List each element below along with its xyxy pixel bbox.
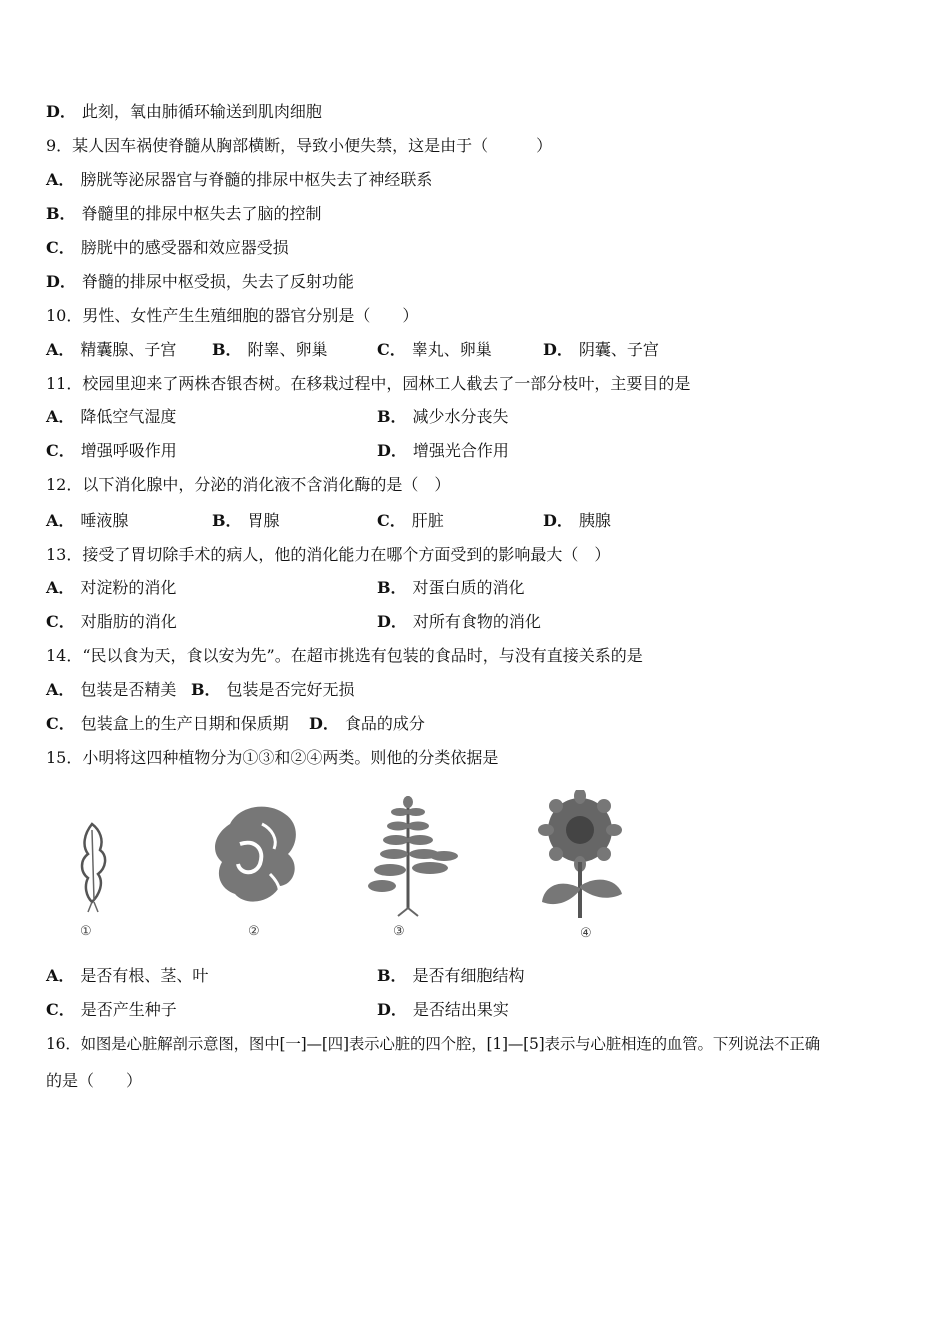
option-text: 胰腺 [578, 511, 611, 530]
q9-option-a [46, 169, 432, 191]
option-text: 是否有根、茎、叶 [80, 966, 209, 985]
q8-option-d [46, 101, 322, 123]
option-text: 增强光合作用 [412, 441, 509, 460]
q9-option-c [46, 237, 289, 259]
q15-option-b [377, 965, 525, 987]
q15-option-c [46, 999, 177, 1021]
option-key: B． [377, 407, 407, 426]
option-text: 对蛋白质的消化 [412, 578, 525, 597]
algae-plant-icon [200, 794, 310, 919]
q10-option-a [46, 339, 176, 361]
q10-option-b [212, 339, 328, 361]
q9-option-b [46, 203, 322, 225]
option-text: 阴囊、子宫 [578, 340, 659, 359]
option-text: 膀胱中的感受器和效应器受损 [80, 238, 289, 257]
q10-stem: 10．男性、女性产生生殖细胞的器官分别是（ ） [46, 306, 419, 325]
q10-option-d [543, 339, 659, 361]
option-key: C． [377, 511, 406, 530]
q13-option-c [46, 611, 177, 633]
option-key: A． [46, 170, 75, 189]
option-key: B． [377, 966, 407, 985]
q11-option-c [46, 440, 177, 462]
q11-option-d [377, 440, 509, 462]
q14-option-a [46, 679, 176, 701]
q13-option-b [377, 577, 525, 599]
option-key: A． [46, 511, 75, 530]
option-key: D． [46, 102, 76, 121]
q15-stem: 15．小明将这四种植物分为①③和②④两类。则他的分类依据是 [46, 748, 499, 767]
option-text: 睾丸、卵巢 [411, 340, 492, 359]
sunflower-plant-icon [530, 790, 640, 925]
option-text: 此刻，氧由肺循环输送到肌肉细胞 [81, 102, 322, 121]
option-text: 肝脏 [411, 511, 444, 530]
option-text: 是否产生种子 [80, 1000, 177, 1019]
option-key: D． [309, 714, 339, 733]
q11-option-b [377, 406, 509, 428]
fern-plant-icon [360, 788, 470, 920]
option-text: 减少水分丧失 [412, 407, 509, 426]
q10-option-c [377, 339, 492, 361]
option-key: D． [377, 1000, 407, 1019]
q12-option-c [377, 510, 444, 532]
option-text: 脊髓的排尿中枢受损，失去了反射功能 [81, 272, 354, 291]
option-text: 对所有食物的消化 [412, 612, 541, 631]
option-text: 是否有细胞结构 [412, 966, 525, 985]
q13-stem: 13．接受了胃切除手术的病人，他的消化能力在哪个方面受到的影响最大（ ） [46, 545, 611, 564]
option-text: 精囊腺、子宫 [80, 340, 177, 359]
option-key: A． [46, 578, 75, 597]
q13-option-a [46, 577, 176, 599]
option-key: B． [46, 204, 76, 223]
q14-stem: 14．“民以食为天，食以安为先”。在超市挑选有包装的食品时，与没有直接关系的是 [46, 646, 643, 665]
q16-stem-line1: 16．如图是心脏解剖示意图，图中[一]—[四]表示心脏的四个腔，[1]—[5]表示与心脏相连的血管。下列说法不正确 [46, 1035, 820, 1053]
figure-label-2: ② [248, 924, 260, 939]
q9-stem: 9．某人因车祸使脊髓从胸部横断，导致小便失禁，这是由于（ ） [46, 136, 553, 155]
option-key: A． [46, 966, 75, 985]
figure-label-3: ③ [393, 924, 405, 939]
q16-stem-line2: 的是（ ） [46, 1071, 143, 1090]
option-text: 脊髓里的排尿中枢失去了脑的控制 [81, 204, 322, 223]
option-text: 食品的成分 [344, 714, 425, 733]
option-text: 胃腺 [247, 511, 280, 530]
q15-option-d [377, 999, 509, 1021]
option-text: 降低空气湿度 [80, 407, 177, 426]
option-key: D． [543, 511, 573, 530]
option-key: A． [46, 340, 75, 359]
q14-option-d [309, 713, 425, 735]
option-text: 增强呼吸作用 [80, 441, 177, 460]
q15-option-a [46, 965, 208, 987]
option-text: 包装是否精美 [80, 680, 177, 699]
option-text: 对淀粉的消化 [80, 578, 177, 597]
option-text: 是否结出果实 [412, 1000, 509, 1019]
moss-plant-icon [70, 816, 130, 916]
option-key: A． [46, 680, 75, 699]
option-text: 包装盒上的生产日期和保质期 [80, 714, 289, 733]
option-key: C． [377, 340, 406, 359]
option-key: D． [46, 272, 76, 291]
q14-option-c [46, 713, 289, 735]
option-key: B． [191, 680, 221, 699]
option-text: 附睾、卵巢 [247, 340, 328, 359]
q14-option-b [191, 679, 355, 701]
q12-option-a [46, 510, 128, 532]
figure-label-4: ④ [580, 926, 592, 941]
q12-option-b [212, 510, 280, 532]
plant-figure [60, 786, 700, 946]
option-key: B． [377, 578, 407, 597]
figure-label-1: ① [80, 924, 92, 939]
q11-stem: 11．校园里迎来了两株杏银杏树。在移栽过程中，园林工人截去了一部分枝叶，主要目的是 [46, 374, 691, 393]
option-key: D． [377, 612, 407, 631]
option-key: C． [46, 612, 75, 631]
option-text: 对脂肪的消化 [80, 612, 177, 631]
q13-option-d [377, 611, 541, 633]
q9-option-d [46, 271, 354, 293]
option-key: C． [46, 714, 75, 733]
option-text: 包装是否完好无损 [226, 680, 355, 699]
option-key: D． [543, 340, 573, 359]
option-key: C． [46, 1000, 75, 1019]
option-text: 唾液腺 [80, 511, 129, 530]
q11-option-a [46, 406, 176, 428]
option-key: A． [46, 407, 75, 426]
option-key: B． [212, 340, 242, 359]
option-key: C． [46, 238, 75, 257]
option-key: D． [377, 441, 407, 460]
q12-stem: 12．以下消化腺中，分泌的消化液不含消化酶的是（ ） [46, 475, 451, 494]
q12-option-d [543, 510, 611, 532]
option-key: C． [46, 441, 75, 460]
option-key: B． [212, 511, 242, 530]
option-text: 膀胱等泌尿器官与脊髓的排尿中枢失去了神经联系 [80, 170, 433, 189]
